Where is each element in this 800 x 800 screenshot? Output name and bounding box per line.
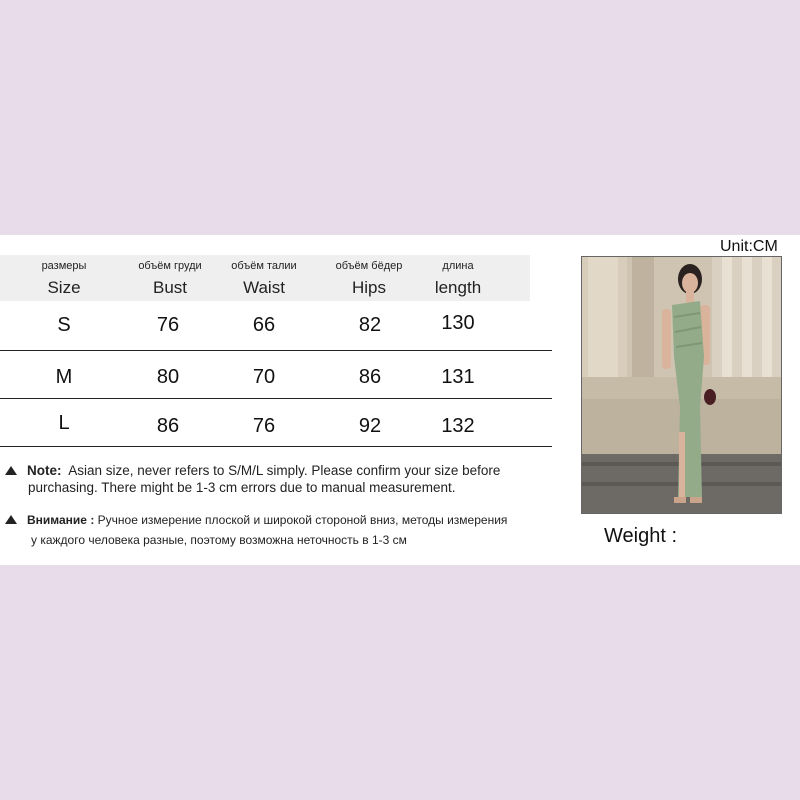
cell-hips: 82	[358, 314, 382, 336]
header-bust	[120, 259, 220, 299]
header-en-label: Size	[47, 278, 81, 297]
note-label: Внимание :	[27, 513, 95, 527]
cell-bust: 86	[156, 415, 180, 437]
header-en-label: length	[434, 278, 482, 297]
note-text-line: у каждого человека разные, поэтому возможна неточность в 1-3 см	[31, 533, 407, 547]
cell-length: 131	[441, 366, 475, 388]
cell-size: M	[55, 366, 73, 388]
model-photo-illustration	[582, 257, 781, 513]
cell-length: 130	[441, 312, 475, 334]
header-ru-label: размеры	[41, 260, 87, 272]
header-ru-label: длина	[442, 260, 474, 272]
note-russian	[5, 510, 507, 550]
header-ru-label: объём талии	[231, 260, 297, 272]
table-header	[0, 255, 530, 301]
cell-bust: 76	[156, 314, 180, 336]
header-length	[408, 259, 508, 299]
header-en-label: Waist	[243, 278, 285, 297]
product-photo	[581, 256, 782, 514]
header-waist	[214, 259, 314, 299]
note-text-line: Asian size, never refers to S/M/L simply. Please confirm your size before	[68, 463, 501, 478]
header-ru-label: объём бёдер	[335, 260, 403, 272]
header-en-label: Bust	[152, 278, 188, 297]
cell-size: L	[58, 412, 70, 434]
cell-hips: 86	[358, 366, 382, 388]
cell-hips: 92	[358, 415, 382, 437]
note-english	[5, 462, 500, 496]
cell-bust: 80	[156, 366, 180, 388]
cell-waist: 70	[252, 366, 276, 388]
table-row	[0, 304, 552, 351]
weight-label: Weight :	[604, 525, 677, 547]
triangle-icon	[5, 466, 17, 475]
header-en-label: Hips	[351, 278, 386, 297]
cell-waist: 66	[252, 314, 276, 336]
table-row	[0, 400, 552, 447]
cell-size: S	[57, 314, 71, 336]
table-row	[0, 352, 552, 399]
note-text-line: purchasing. There might be 1-3 cm errors due to manual measurement.	[28, 480, 456, 495]
cell-length: 132	[441, 415, 475, 437]
cell-waist: 76	[252, 415, 276, 437]
note-label: Note:	[27, 463, 62, 478]
header-size	[14, 259, 114, 299]
unit-label: Unit:CM	[720, 238, 778, 255]
triangle-icon	[5, 515, 17, 524]
note-text-line: Ручное измерение плоской и широкой стороной вниз, методы измерения	[97, 513, 508, 527]
header-ru-label: объём груди	[138, 260, 202, 272]
header-hips	[319, 259, 419, 299]
